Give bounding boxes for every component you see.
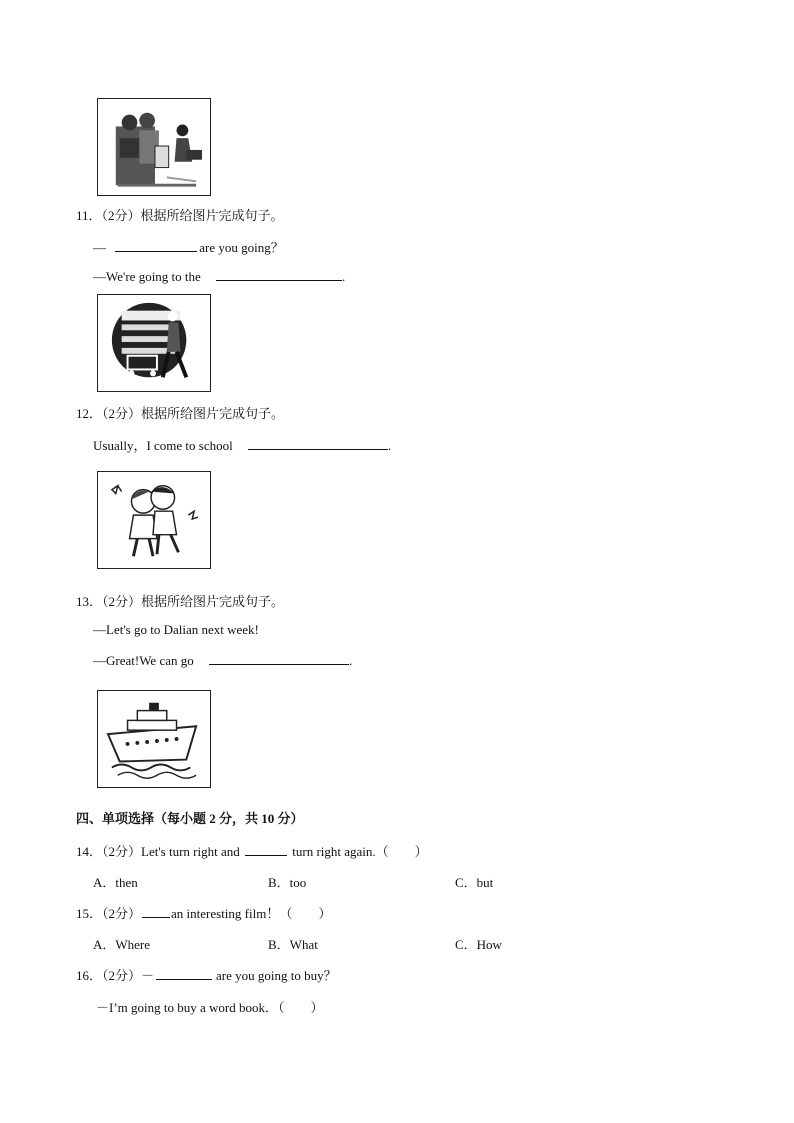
children-walking-icon — [97, 471, 211, 569]
supermarket-shopping-icon — [97, 294, 211, 392]
dash: — — [93, 240, 106, 255]
question-13-line2-text: —Great!We can go — [93, 653, 194, 668]
period: . — [349, 653, 353, 668]
question-12-line1-text: Usually，I come to school — [93, 438, 233, 453]
question-16-suffix: are you going to buy？ — [216, 968, 337, 983]
question-11-line1-text: are you going？ — [199, 240, 284, 255]
option-14-c[interactable]: C．but — [455, 875, 494, 890]
answer-blank-12[interactable] — [248, 439, 388, 450]
question-14-suffix: turn right again.（ ） — [292, 844, 428, 859]
answer-blank-11b[interactable] — [216, 270, 342, 281]
question-12-header: 12．（2分）根据所给图片完成句子。 — [76, 406, 285, 421]
answer-blank-14[interactable] — [245, 845, 287, 856]
option-15-a[interactable]: A．Where — [93, 937, 151, 952]
question-11-line2-text: —We're going to the — [93, 269, 201, 284]
section-4-title: 四、单项选择（每小题 2 分，共 10 分） — [76, 811, 304, 826]
family-sitting-icon — [97, 98, 211, 196]
question-13-line2 — [93, 653, 352, 669]
question-15-suffix: an interesting film！（ ） — [171, 906, 332, 921]
question-13-header: 13．（2分）根据所给图片完成句子。 — [76, 594, 285, 609]
ship-icon — [97, 690, 211, 788]
question-16-prefix: 16．（2分）－ — [76, 968, 155, 983]
question-11-line1 — [93, 237, 284, 256]
answer-blank-15[interactable] — [142, 907, 170, 918]
period: . — [387, 438, 392, 453]
option-15-c[interactable]: C．How — [455, 937, 502, 952]
answer-blank-11a[interactable] — [115, 241, 197, 252]
question-11-line2 — [93, 269, 345, 285]
question-11-header: 11．（2分）根据所给图片完成句子。 — [76, 208, 284, 223]
question-16-line2: －I’m going to buy a word book．（ ） — [96, 1000, 324, 1015]
question-14-prefix: 14．（2分）Let's turn right and — [76, 844, 240, 859]
question-14 — [76, 841, 428, 860]
option-14-b[interactable]: B．too — [268, 875, 307, 890]
option-15-b[interactable]: B．What — [268, 937, 318, 952]
option-14-a[interactable]: A．then — [93, 875, 138, 890]
question-16 — [76, 965, 337, 984]
question-15 — [76, 903, 331, 922]
answer-blank-13[interactable] — [209, 654, 349, 665]
question-15-prefix: 15．（2分） — [76, 906, 142, 921]
question-12-line1 — [93, 435, 391, 454]
question-13-line1: —Let's go to Dalian next week! — [93, 622, 259, 637]
period: . — [342, 269, 346, 284]
answer-blank-16[interactable] — [156, 969, 212, 980]
